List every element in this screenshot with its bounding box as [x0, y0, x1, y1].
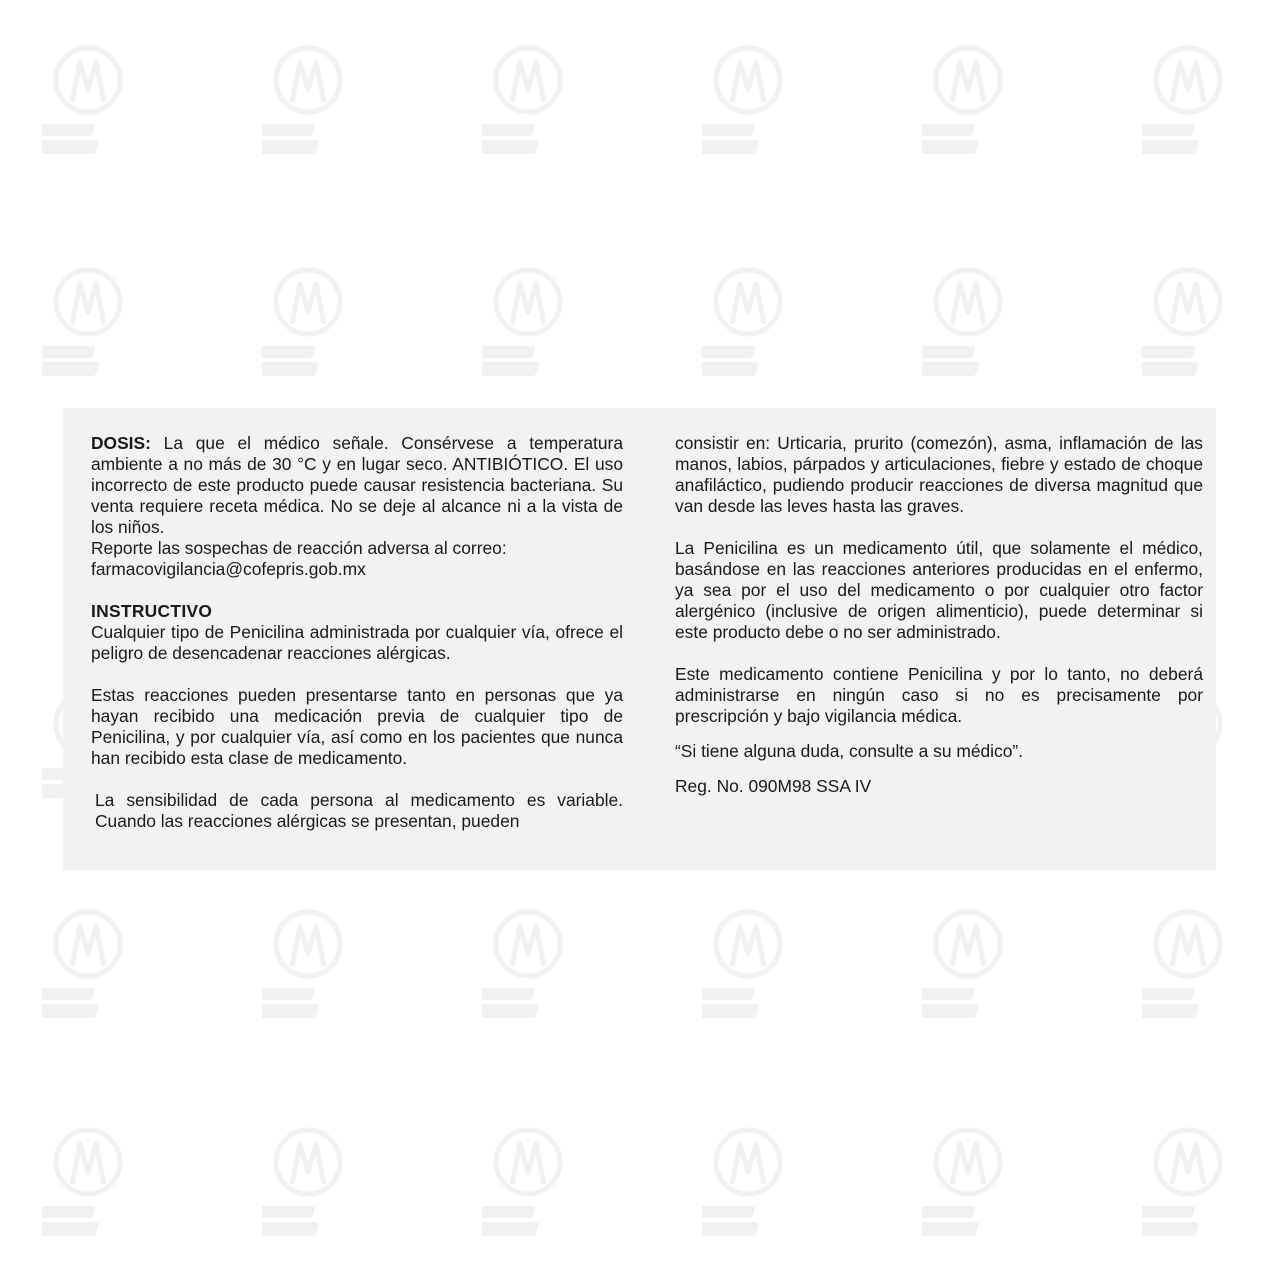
farmacia-logo-icon — [42, 262, 134, 382]
farmacia-logo-icon — [42, 40, 134, 160]
registro-text: Reg. No. 090M98 SSA IV — [675, 776, 872, 796]
farmacia-logo-icon — [702, 40, 794, 160]
farmacia-logo-icon — [922, 904, 1014, 1024]
farmacia-logo-icon — [262, 904, 354, 1024]
farmacia-logo-icon — [702, 1122, 794, 1242]
farmacia-logo-icon — [262, 40, 354, 160]
farmacia-logo-icon — [1142, 262, 1234, 382]
farmacia-logo-icon — [702, 904, 794, 1024]
dosis-text: La que el médico señale. Consérvese a temperatura ambiente a no más de 30 °C y en lugar seco. ANTIBIÓTICO. El uso incorrecto de este producto puede causar resistencia bacteriana. Su venta requiere receta médica. No se deje al alcance ni a la vista de los niños. — [91, 433, 623, 537]
farmacia-logo-icon — [922, 1122, 1014, 1242]
farmacia-logo-icon — [482, 262, 574, 382]
label-right-column — [675, 433, 1203, 797]
farmacia-logo-icon — [482, 1122, 574, 1242]
farmacia-logo-icon — [482, 904, 574, 1024]
farmacia-logo-icon — [702, 262, 794, 382]
farmacia-logo-icon — [922, 262, 1014, 382]
farmacia-logo-icon — [42, 904, 134, 1024]
farmacia-logo-icon — [482, 40, 574, 160]
farmacia-logo-icon — [922, 40, 1014, 160]
duda-text: “Si tiene alguna duda, consulte a su médico”. — [675, 741, 1024, 761]
dosis-paragraph — [91, 433, 623, 538]
farmacia-logo-icon — [42, 1122, 134, 1242]
farmacia-logo-icon — [1142, 40, 1234, 160]
instructivo-text: Cualquier tipo de Penicilina administrada por cualquier vía, ofrece el peligro de desencadenar reacciones alérgicas. — [91, 622, 623, 663]
farmacia-logo-icon — [262, 1122, 354, 1242]
contiene-penicilina-text: Este medicamento contiene Penicilina y por lo tanto, no deberá administrarse en ningún caso si no es precisamente por prescripción y bajo vigilancia médica. — [675, 664, 1203, 726]
farmacia-logo-icon — [1142, 904, 1234, 1024]
farmacia-logo-icon — [262, 262, 354, 382]
label-left-column — [91, 433, 623, 832]
instructivo-heading: INSTRUCTIVO — [91, 601, 213, 621]
farmacia-logo-icon — [1142, 1122, 1234, 1242]
reacciones-text: Estas reacciones pueden presentarse tanto en personas que ya hayan recibido una medicación previa de cualquier tipo de Penicilina, y por cualquier vía, así como en los pacientes que nunca han recibido esta clase de medicamento. — [91, 685, 623, 768]
report-text: Reporte las sospechas de reacción adversa al correo: — [91, 538, 507, 558]
sensibilidad-text: La sensibilidad de cada persona al medicamento es variable. Cuando las reacciones alérgicas se presentan, pueden — [95, 790, 623, 831]
medicine-label — [63, 408, 1216, 870]
reacciones-continuation-text: consistir en: Urticaria, prurito (comezón), asma, inflamación de las manos, labios, párpados y articulaciones, fiebre y estado de choque anafiláctico, pudiendo producir reacciones de diversa magnitud que van desde las leves hasta las graves. — [675, 433, 1203, 516]
report-email: farmacovigilancia@cofepris.gob.mx — [91, 559, 366, 579]
penicilina-text: La Penicilina es un medicamento útil, que solamente el médico, basándose en las reacciones anteriores producidas en el enfermo, ya sea por el uso del medicamento o por cualquier otro factor alergénico (inclusive de origen alimenticio), puede determinar si este producto debe o no ser administrado. — [675, 538, 1203, 642]
dosis-heading: DOSIS: — [91, 433, 151, 453]
